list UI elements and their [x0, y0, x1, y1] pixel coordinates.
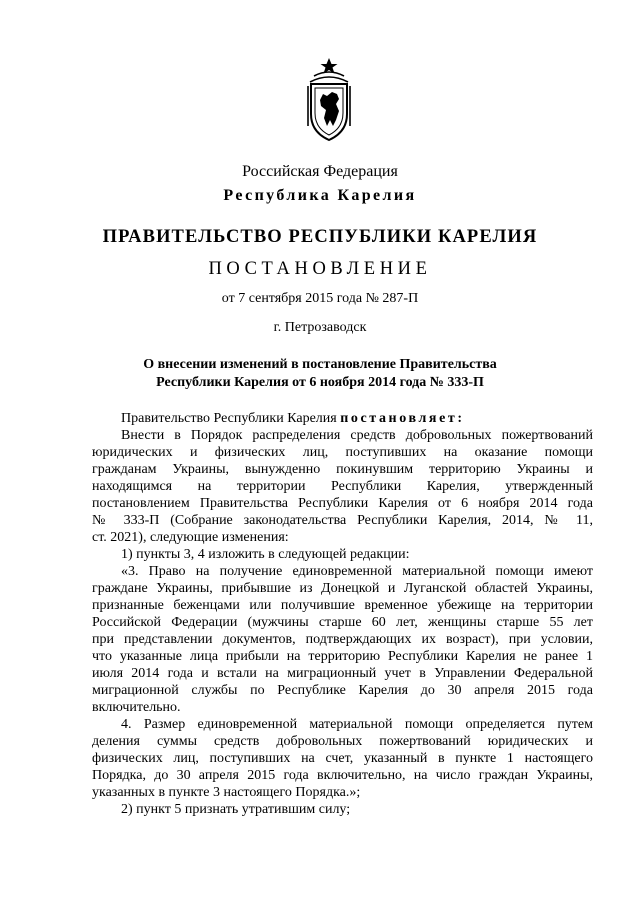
body-line: признанные беженцами или получившие временное убежище на территории: [92, 598, 593, 613]
body-line: гражданам Украины, вынужденно покинувшим территорию Украины и: [92, 462, 593, 477]
body-line: Российской Федерации (мужчины старше 60 лет, женщины старше 55 лет: [92, 615, 593, 630]
body-line: юридических и физических лиц, поступивших на оказание помощи: [92, 445, 593, 460]
karelia-coat-of-arms-emblem: [306, 56, 352, 142]
body-line: № 333-П (Собрание законодательства Республики Карелия, 2014, № 11,: [92, 513, 593, 528]
body-line: «3. Право на получение единовременной материальной помощи имеют: [121, 564, 593, 579]
body-line: граждане Украины, прибывшие из Донецкой и Луганской областей Украины,: [92, 581, 593, 596]
body-line: ст. 2021), следующие изменения:: [92, 530, 289, 545]
document-title: [60, 356, 580, 392]
body-line: деления суммы средств добровольных пожертвований юридических и: [92, 734, 593, 749]
document-title-line: Республики Карелия от 6 ноября 2014 года № 333-П: [156, 375, 484, 390]
body-line: июля 2014 года и встали на миграционный учет в Управлении Федеральной: [92, 666, 593, 681]
date-number: от 7 сентября 2015 года № 287-П: [221, 291, 419, 306]
body-line: 1) пункты 3, 4 изложить в следующей редакции:: [121, 547, 410, 562]
body-line: Порядка, до 30 апреля 2015 года включительно, на число граждан Украины,: [92, 768, 593, 783]
body-line: включительно.: [92, 700, 181, 715]
body-line: 2) пункт 5 признать утратившим силу;: [121, 802, 351, 817]
body-line: Внести в Порядок распределения средств добровольных пожертвований: [121, 428, 593, 443]
document-body: [92, 410, 593, 818]
document-title-line: О внесении изменений в постановление Правительства: [143, 357, 497, 372]
body-line: физических лиц, поступивших на счет, указанный в пункте 1 настоящего: [92, 751, 593, 766]
body-line: что указанные лица прибыли на территорию Республики Карелия не ранее 1: [92, 649, 593, 664]
body-line: постановлением Правительства Республики Карелия от 6 ноября 2014 года: [92, 496, 593, 511]
document-type: ПОСТАНОВЛЕНИЕ: [208, 259, 432, 279]
government-name: ПРАВИТЕЛЬСТВО РЕСПУБЛИКИ КАРЕЛИЯ: [102, 227, 538, 247]
country-name: Российская Федерация: [242, 163, 398, 180]
intro-prefix: Правительство Республики Карелия: [121, 411, 341, 426]
intro-line: [92, 410, 593, 427]
body-line: 4. Размер единовременной материальной помощи определяется путем: [121, 717, 593, 732]
city: г. Петрозаводск: [273, 320, 367, 335]
body-line: миграционной службы по Республике Карелия до 30 апреля 2015 года: [92, 683, 593, 698]
body-line: указанных в пункте 3 настоящего Порядка.»;: [92, 785, 361, 800]
intro-verb: постановляет:: [340, 411, 465, 426]
body-line: при представлении документов, подтверждающих их возраст), при условии,: [92, 632, 593, 647]
body-line: находящимся на территории Республики Карелия, утвержденный: [92, 479, 593, 494]
republic-name: Республика Карелия: [223, 187, 417, 204]
